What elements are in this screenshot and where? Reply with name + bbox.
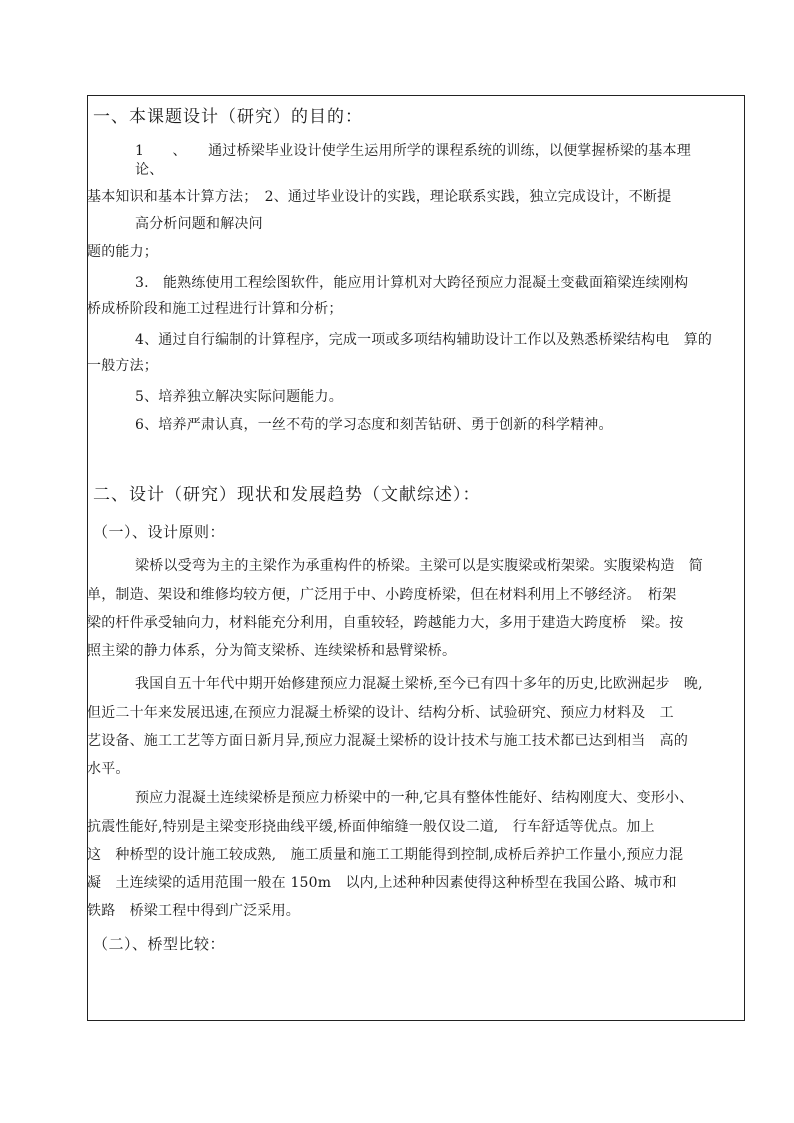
text-line: 预应力混凝土连续梁桥是预应力桥梁中的一种,它具有整体性能好、结构刚度大、变形小、	[135, 790, 694, 806]
text-line: 6、培养严肃认真，一丝不苟的学习态度和刻苦钻研、勇于创新的科学精神。	[135, 417, 613, 433]
text-line: 题的能力；	[87, 244, 158, 260]
text-line: 3. 能熟练使用工程绘图软件，能应用计算机对大跨径预应力混凝土变截面箱梁连续刚构	[135, 275, 689, 291]
text-line: 5、培养独立解决实际问题能力。	[135, 389, 343, 405]
text-line: 一般方法；	[87, 358, 158, 374]
text-line: 我国自五十年代中期开始修建预应力混凝土梁桥,至今已有四十多年的历史,比欧洲起步 晚,	[135, 676, 703, 692]
text-line: 单，制造、架设和维修均较方便，广泛用于中、小跨度桥梁，但在材料利用上不够经济。 桁架	[87, 587, 677, 603]
text-line: 艺设备、施工工艺等方面日新月异,预应力混凝土梁桥的设计技术与施工技术都已达到相当 高的	[87, 733, 689, 749]
text-line: 铁路 桥梁工程中得到广泛采用。	[87, 903, 300, 919]
text-line: 照主梁的静力体系，分为简支梁桥、连续梁桥和悬臂梁桥。	[87, 643, 457, 659]
text-line: 抗震性能好,特别是主梁变形挠曲线平缓,桥面伸缩缝一般仅设二道, 行车舒适等优点。加上	[87, 819, 655, 835]
subsection-heading: （二）、桥型比较：	[93, 935, 226, 953]
text-line: 凝 土连续梁的适用范围一般在 150m 以内,上述种种因素使得这种桥型在我国公路、城市和	[87, 875, 677, 891]
text-line: 水平。	[87, 761, 130, 777]
text-line: 1 、 通过桥梁毕业设计使学生运用所学的课程系统的训练，以便掌握桥梁的基本理	[135, 143, 691, 159]
text-line: 桥成桥阶段和施工过程进行计算和分析；	[87, 301, 343, 317]
text-line: 这 种桥型的设计施工较成熟, 施工质量和施工工期能得到控制,成桥后养护工作量小,预应力混	[87, 847, 684, 863]
text-line: 梁的杆件承受轴向力，材料能充分利用，自重较轻，跨越能力大，多用于建造大跨度桥 梁。按	[87, 615, 684, 631]
section1-heading: 一、本课题设计（研究）的目的：	[93, 107, 363, 127]
text-line: 论、	[135, 162, 164, 178]
section2-heading: 二、设计（研究）现状和发展趋势（文献综述）：	[93, 485, 481, 505]
text-line: 但近二十年来发展迅速,在预应力混凝土桥梁的设计、结构分析、试验研究、预应力材料及 工	[87, 705, 674, 721]
text-line: 4、通过自行编制的计算程序，完成一项或多项结构辅助设计工作以及熟悉桥梁结构电 算的	[135, 332, 713, 348]
text-line: 基本知识和基本计算方法； 2、通过毕业设计的实践，理论联系实践，独立完成设计，不断提	[87, 189, 672, 205]
subsection-heading: （一）、设计原则：	[93, 523, 226, 541]
text-line: 高分析问题和解决问	[135, 216, 263, 232]
text-line: 梁桥以受弯为主的主梁作为承重构件的桥梁。主梁可以是实腹梁或桁架梁。实腹梁构造 简	[135, 558, 703, 574]
